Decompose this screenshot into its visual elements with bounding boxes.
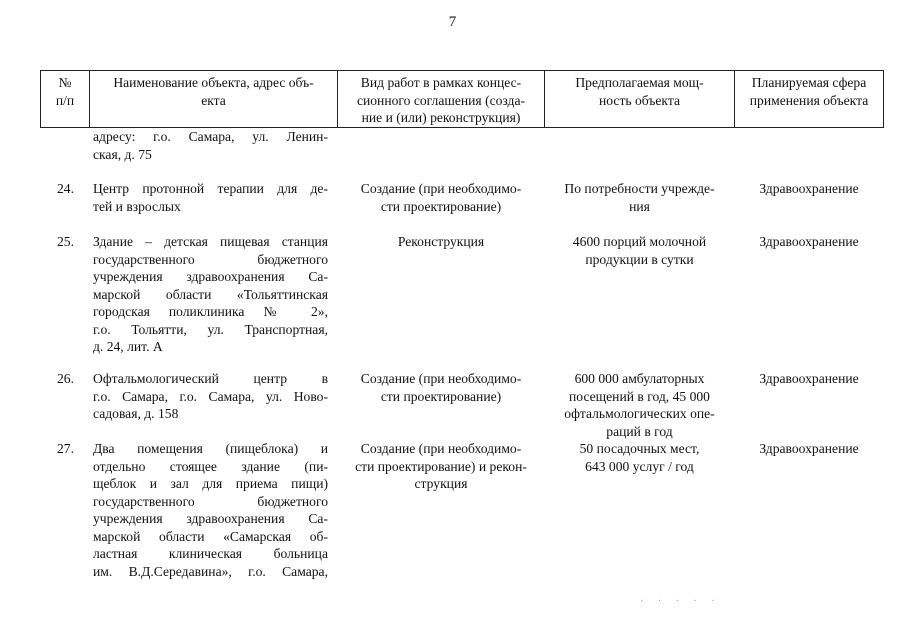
continuation-address: адресу: г.о. Самара, ул. Ленин- ская, д. 75: [93, 129, 328, 162]
header-name: Наименование объекта, адрес объ- екта: [113, 75, 314, 108]
row-number: 24.: [57, 181, 74, 196]
page-number: 7: [448, 14, 457, 30]
capacity: По потребности учрежде- ния: [564, 181, 715, 214]
header-sphere: Планируемая сфера применения объекта: [749, 75, 869, 108]
header-num: № п/п: [55, 75, 75, 108]
object-name: Два помещения (пищеблока) и отдельно стоящее здание (пи- щеблок и зал для приема пищи) государственного бюджетного учреждения здравоохранения Са- марской области «Самарская об- ластная клиническая больница им. В.Д.Середавина», г.о. Самара,: [93, 441, 328, 579]
sphere: Здравоохранение: [759, 234, 859, 249]
capacity: 50 посадочных мест, 643 000 услуг / год: [579, 441, 700, 474]
row-number: 26.: [57, 371, 74, 386]
scan-specks: · · · · ·: [640, 596, 721, 607]
object-name: Здание – детская пищевая станция государственного бюджетного учреждения здравоохранения Са- марской области «Тольяттинская городская поликлиника № 2», г.о. Тольятти, ул. Транспортная, д. 24, лит. А: [93, 234, 328, 354]
work-type: Создание (при необходимо- сти проектирование): [360, 181, 522, 214]
row-number: 27.: [57, 441, 74, 456]
object-name: Центр протонной терапии для де- тей и взрослых: [93, 181, 328, 214]
header-work: Вид работ в рамках концес- сионного соглашения (созда- ние и (или) реконструкция): [356, 75, 526, 125]
work-type: Создание (при необходимо- сти проектирование) и рекон- струкция: [355, 441, 527, 491]
header-capacity: Предполагаемая мощ- ность объекта: [575, 75, 704, 108]
sphere: Здравоохранение: [759, 441, 859, 456]
work-type: Создание (при необходимо- сти проектирование): [360, 371, 522, 404]
capacity: 4600 порций молочной продукции в сутки: [572, 234, 707, 267]
work-type: Реконструкция: [397, 234, 485, 249]
capacity: 600 000 амбулаторных посещений в год, 45 000 офтальмологических опе- раций в год: [564, 371, 715, 439]
row-number: 25.: [57, 234, 74, 249]
object-name: Офтальмологический центр в г.о. Самара, г.о. Самара, ул. Ново- садовая, д. 158: [93, 371, 328, 421]
sphere: Здравоохранение: [759, 181, 859, 196]
sphere: Здравоохранение: [759, 371, 859, 386]
